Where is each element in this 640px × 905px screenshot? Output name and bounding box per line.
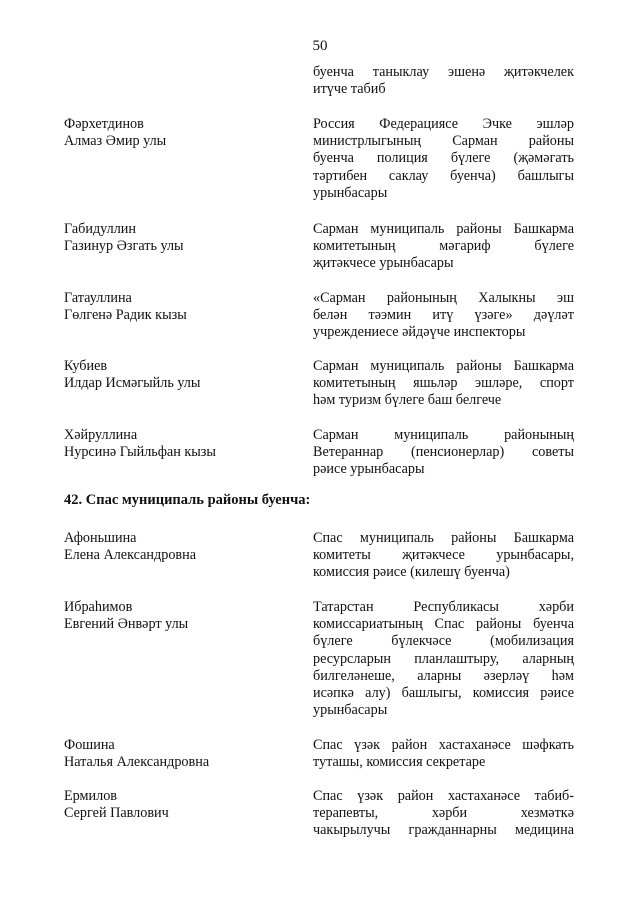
role-line: Спас муниципаль районы Башкарма <box>313 530 574 546</box>
role-line: комитетының яшьләр эшләре, спорт <box>313 375 574 392</box>
surname: Ермилов <box>64 788 117 804</box>
role-line: итүче табиб <box>313 81 386 98</box>
role-line: тәртибен саклау буенча) башлыгы <box>313 167 574 184</box>
role-line: Спас үзәк район хастаханәсе табиб- <box>313 788 574 804</box>
role-line: урынбасары <box>313 184 388 201</box>
given-name: Сергей Павлович <box>64 805 169 822</box>
role-line: туташы, комиссия секретаре <box>313 754 486 771</box>
role-line: ресурсларын планлаштыру, аларның <box>313 650 574 667</box>
role-line: билгеләнеше, аларны әзерләү һәм <box>313 667 574 684</box>
surname: Гатауллина <box>64 290 132 306</box>
member-name <box>64 737 304 771</box>
member-name <box>64 358 304 392</box>
role-line: рәисе урынбасары <box>313 461 425 478</box>
given-name: Нурсинә Гыйльфан кызы <box>64 444 216 461</box>
given-name: Газинур Әзгать улы <box>64 238 184 255</box>
role-line: комитеты җитәкчесе урынбасары, <box>313 547 574 564</box>
role-line: «Сарман районының Халыкны эш <box>313 290 574 306</box>
role-line: исәпкә алу) башлыгы, комиссия рәисе <box>313 685 574 702</box>
member-name <box>64 788 304 822</box>
member-name <box>64 221 304 255</box>
surname: Хәйруллина <box>64 427 138 443</box>
member-role <box>313 221 574 273</box>
surname: Ибраһимов <box>64 599 133 615</box>
role-line: урынбасары <box>313 702 388 719</box>
role-line: Сарман муниципаль районының <box>313 427 574 443</box>
given-name: Евгений Әнвәрт улы <box>64 616 189 633</box>
given-name: Наталья Александровна <box>64 754 210 771</box>
role-line: Татарстан Республикасы хәрби <box>313 599 574 615</box>
role-line: чакырылучы гражданнарны медицина <box>313 822 574 839</box>
role-line: комитетының мәгариф бүлеге <box>313 238 574 255</box>
member-role <box>313 427 574 479</box>
role-line: учреждениесе әйдәүче инспекторы <box>313 324 526 341</box>
role-line: Сарман муниципаль районы Башкарма <box>313 221 574 237</box>
role-line: комиссия рәисе (килешү буенча) <box>313 564 510 581</box>
intro-role <box>313 64 574 98</box>
member-role <box>313 116 574 202</box>
role-line: һәм туризм бүлеге баш белгече <box>313 392 502 409</box>
member-role <box>313 530 574 582</box>
member-role <box>313 290 574 342</box>
member-name <box>64 599 304 633</box>
member-name <box>64 290 304 324</box>
role-line: Спас үзәк район хастаханәсе шәфкать <box>313 737 574 753</box>
role-line: бүлеге бүлекчәсе (мобилизация <box>313 633 574 650</box>
given-name: Алмаз Әмир улы <box>64 133 167 150</box>
member-role <box>313 599 574 719</box>
surname: Афоньшина <box>64 530 137 546</box>
surname: Габидуллин <box>64 221 136 237</box>
member-name <box>64 530 304 564</box>
given-name: Гөлгенә Радик кызы <box>64 307 187 324</box>
role-line: министрлыгының Сарман районы <box>313 133 574 150</box>
member-role <box>313 358 574 410</box>
role-line: Россия Федерациясе Эчке эшләр <box>313 116 574 132</box>
role-line: комиссариатының Спас районы буенча <box>313 616 574 633</box>
role-line: терапевты, хәрби хезмәткә <box>313 805 574 822</box>
role-line: Сарман муниципаль районы Башкарма <box>313 358 574 374</box>
given-name: Илдар Исмәгыйль улы <box>64 375 201 392</box>
role-line: буенча таныклау эшенә җитәкчелек <box>313 64 574 80</box>
given-name: Елена Александровна <box>64 547 196 564</box>
section-heading: 42. Спас муниципаль районы буенча: <box>64 492 311 508</box>
role-line: буенча полиция бүлеге (җәмәгать <box>313 150 574 167</box>
surname: Кубиев <box>64 358 108 374</box>
member-role <box>313 737 574 771</box>
page-number: 50 <box>312 38 328 54</box>
surname: Фәрхетдинов <box>64 116 144 132</box>
member-name <box>64 116 304 150</box>
role-line: белән тәэмин итү үзәге» дәүләт <box>313 307 574 324</box>
role-line: Ветераннар (пенсионерлар) советы <box>313 444 574 461</box>
surname: Фошина <box>64 737 115 753</box>
member-name <box>64 427 304 461</box>
member-role <box>313 788 574 840</box>
role-line: җитәкчесе урынбасары <box>313 255 454 272</box>
